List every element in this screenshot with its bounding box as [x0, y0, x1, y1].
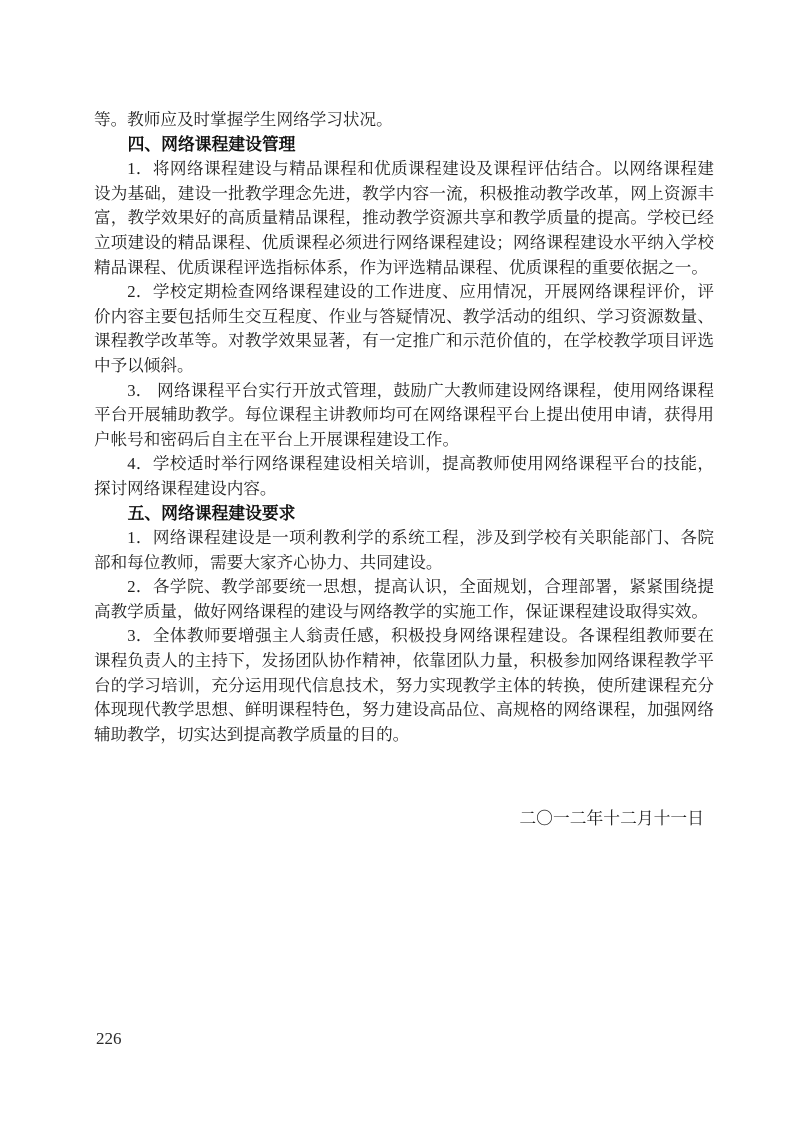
section-iv-item-1: 1．将网络课程建设与精品课程和优质课程建设及课程评估结合。以网络课程建设为基础，建设一批教学理念先进，教学内容一流，积极推动教学改革，网上资源丰富，教学效果好的高质量精品课程，推动教学资源共享和教学质量的提高。学校已经立项建设的精品课程、优质课程必须进行网络课程建设；网络课程建设水平纳入学校精品课程、优质课程评选指标体系，作为评选精品课程、优质课程的重要依据之一。: [94, 159, 714, 277]
document-body: [94, 108, 714, 832]
section-iv-item-3: 3． 网络课程平台实行开放式管理，鼓励广大教师建设网络课程，使用网络课程平台开展辅助教学。每位课程主讲教师均可在网络课程平台上提出使用申请，获得用户帐号和密码后自主在平台上开展课程建设工作。: [94, 380, 714, 449]
section-iv-item-4: 4．学校适时举行网络课程建设相关培训，提高教师使用网络课程平台的技能，探讨网络课程建设内容。: [94, 454, 714, 498]
signature-date: 二〇一二年十二月十一日: [519, 809, 704, 829]
section-heading-iv: 四、网络课程建设管理: [127, 134, 296, 154]
continuation-paragraph: 等。教师应及时掌握学生网络学习状况。: [94, 110, 393, 129]
section-iv-item-2: 2．学校定期检查网络课程建设的工作进度、应用情况，开展网络课程评价，评价内容主要包括师生交互程度、作业与答疑情况、教学活动的组织、学习资源数量、课程教学改革等。对教学效果显著，有一定推广和示范价值的，在学校教学项目评选中予以倾斜。: [94, 282, 714, 375]
page-number: 226: [96, 1029, 122, 1048]
section-v-item-2: 2．各学院、教学部要统一思想，提高认识，全面规划，合理部署，紧紧围绕提高教学质量，做好网络课程的建设与网络教学的实施工作，保证课程建设取得实效。: [94, 577, 714, 621]
section-heading-v: 五、网络课程建设要求: [127, 503, 296, 523]
section-v-item-3: 3．全体教师要增强主人翁责任感，积极投身网络课程建设。各课程组教师要在课程负责人的主持下，发扬团队协作精神，依靠团队力量，积极参加网络课程教学平台的学习培训，充分运用现代信息技术，努力实现教学主体的转换，使所建课程充分体现现代教学思想、鲜明课程特色，努力建设高品位、高规格的网络课程，加强网络辅助教学，切实达到提高教学质量的目的。: [94, 626, 714, 744]
section-v-item-1: 1．网络课程建设是一项利教利学的系统工程，涉及到学校有关职能部门、各院部和每位教师，需要大家齐心协力、共同建设。: [94, 528, 714, 572]
